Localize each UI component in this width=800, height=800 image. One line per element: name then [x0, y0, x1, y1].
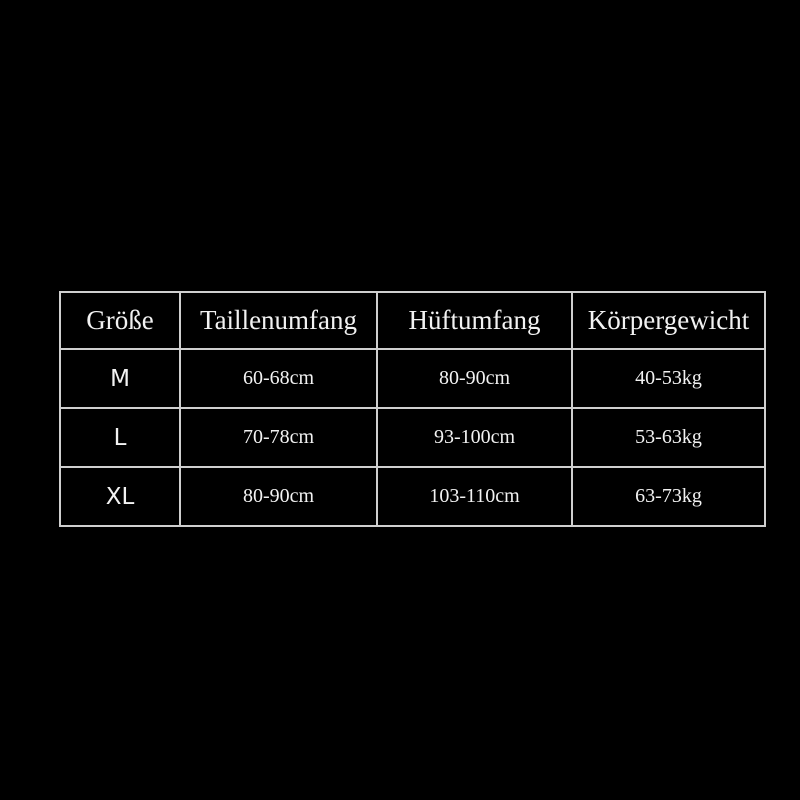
table-header-row [60, 292, 765, 349]
weight-cell: 40-53kg [572, 349, 765, 408]
waist-cell: 60-68cm [180, 349, 377, 408]
hip-cell: 80-90cm [377, 349, 572, 408]
hip-cell: 93-100cm [377, 408, 572, 467]
header-hip: Hüftumfang [377, 292, 572, 349]
size-cell: XL [60, 467, 180, 526]
table-row [60, 408, 765, 467]
header-weight: Körpergewicht [572, 292, 765, 349]
size-cell: L [60, 408, 180, 467]
table-row [60, 349, 765, 408]
waist-cell: 70-78cm [180, 408, 377, 467]
size-cell: M [60, 349, 180, 408]
weight-cell: 63-73kg [572, 467, 765, 526]
weight-cell: 53-63kg [572, 408, 765, 467]
table-row [60, 467, 765, 526]
waist-cell: 80-90cm [180, 467, 377, 526]
hip-cell: 103-110cm [377, 467, 572, 526]
header-waist: Taillenumfang [180, 292, 377, 349]
header-size: Größe [60, 292, 180, 349]
size-table [59, 291, 766, 527]
